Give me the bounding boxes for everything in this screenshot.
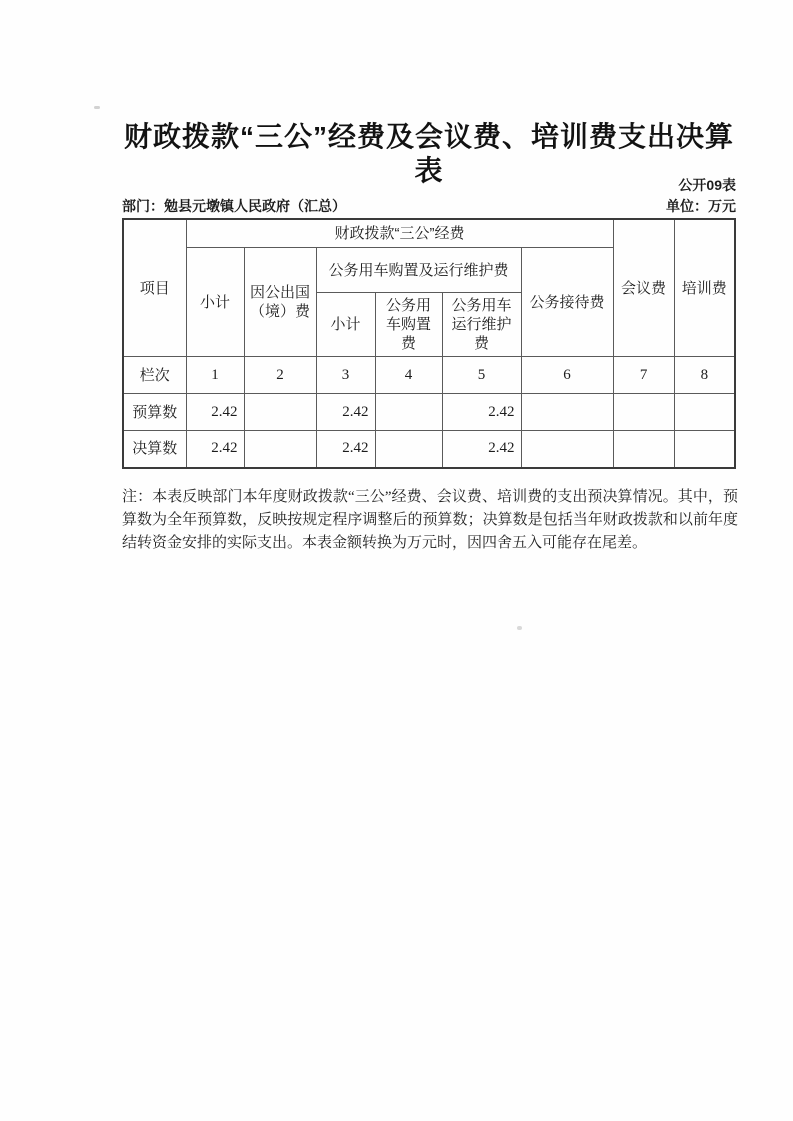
value-cell [521, 431, 613, 468]
value-cell: 2.42 [316, 431, 375, 468]
table-row-column-index [123, 357, 735, 394]
scan-speck [517, 626, 522, 630]
header-abroad-fee: 因公出国（境）费 [244, 248, 316, 357]
column-index-cell: 5 [442, 357, 521, 394]
department-label: 部门：勉县元墩镇人民政府（汇总） [122, 198, 346, 214]
column-index-cell: 2 [244, 357, 316, 394]
form-code: 公开09表 [678, 177, 736, 193]
header-training-fee: 培训费 [674, 219, 735, 357]
header-vehicle-purchase: 公务用车购置费 [375, 293, 442, 357]
table-row-final [123, 431, 735, 468]
unit-label: 单位：万元 [666, 198, 736, 214]
value-cell: 2.42 [316, 394, 375, 431]
meta-row [122, 196, 736, 216]
header-subtotal: 小计 [186, 248, 244, 357]
column-index-cell: 6 [521, 357, 613, 394]
value-cell [375, 394, 442, 431]
scan-speck [94, 106, 100, 109]
row-label: 预算数 [123, 394, 186, 431]
value-cell [244, 394, 316, 431]
header-reception-fee: 公务接待费 [521, 248, 613, 357]
table-row-budget [123, 394, 735, 431]
header-vehicle-group: 公务用车购置及运行维护费 [316, 248, 521, 293]
column-index-cell: 4 [375, 357, 442, 394]
table-note: 注：本表反映部门本年度财政拨款“三公”经费、会议费、培训费的支出预决算情况。其中，预算数为全年预算数，反映按规定程序调整后的预算数；决算数是包括当年财政拨款和以前年度结转资金安排的实际支出。本表金额转换为万元时，因四舍五入可能存在尾差。 [122, 489, 738, 551]
column-index-cell: 8 [674, 357, 735, 394]
header-item: 项目 [123, 219, 186, 357]
column-index-cell: 3 [316, 357, 375, 394]
header-sangong-group: 财政拨款“三公”经费 [186, 219, 613, 248]
value-cell [613, 394, 674, 431]
row-label: 栏次 [123, 357, 186, 394]
header-vehicle-subtotal: 小计 [316, 293, 375, 357]
value-cell: 2.42 [442, 394, 521, 431]
value-cell: 2.42 [186, 394, 244, 431]
value-cell [674, 431, 735, 468]
column-index-cell: 1 [186, 357, 244, 394]
value-cell [375, 431, 442, 468]
page-title: 财政拨款“三公”经费及会议费、培训费支出决算表 [123, 121, 734, 186]
value-cell [674, 394, 735, 431]
value-cell [244, 431, 316, 468]
row-label: 决算数 [123, 431, 186, 468]
header-meeting-fee: 会议费 [613, 219, 674, 357]
value-cell: 2.42 [442, 431, 521, 468]
header-vehicle-maintenance: 公务用车运行维护费 [442, 293, 521, 357]
value-cell: 2.42 [186, 431, 244, 468]
column-index-cell: 7 [613, 357, 674, 394]
value-cell [521, 394, 613, 431]
value-cell [613, 431, 674, 468]
expenditure-table [122, 218, 736, 469]
